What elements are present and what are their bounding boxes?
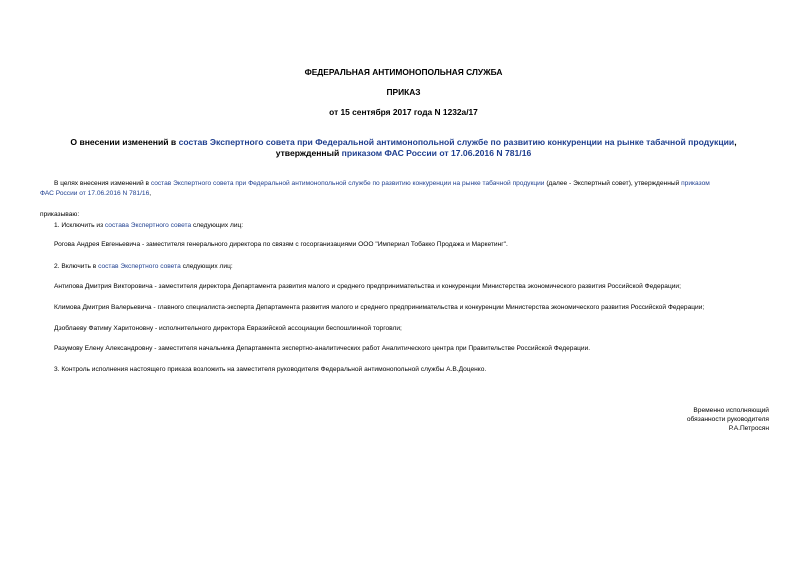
intro-order-link[interactable]: приказом bbox=[681, 180, 710, 187]
include-person-3: Дзоблаеву Фатиму Харитоновну - исполнительного директора Евразийской ассоциации беспошлинной торговли; bbox=[54, 325, 402, 332]
signature-name: Р.А.Петросян bbox=[728, 425, 769, 432]
document-date-number: от 15 сентября 2017 года N 1232а/17 bbox=[329, 107, 478, 117]
item1-council-link[interactable]: состава Экспертного совета bbox=[104, 222, 192, 229]
include-person-2: Климова Дмитрия Валерьевича - главного специалиста-эксперта Департамента развития малого и среднего предпринимательства и конкуренции Министерства экономического развития Российской Федерации; bbox=[54, 304, 705, 311]
orders-word: приказываю: bbox=[40, 211, 80, 218]
document-type: ПРИКАЗ bbox=[386, 87, 421, 97]
intro-paragraph: В целях внесения изменений в состав Экспертного совета при Федеральной антимонопольной службе по развитию конкуренции на рынке табачной продукции (далее - Экспертный совет), утвержденный приказом bbox=[54, 180, 710, 187]
intro-council-link[interactable]: состав Экспертного совета при Федеральной антимонопольной службе по развитию конкуренции на рынке табачной продукции bbox=[150, 180, 545, 187]
item2-council-link[interactable]: состав Экспертного совета bbox=[98, 263, 181, 270]
item-2: 2. Включить в состав Экспертного совета следующих лиц: bbox=[54, 263, 233, 270]
signature-block bbox=[569, 406, 769, 433]
council-composition-link[interactable]: состав Экспертного совета при Федеральной антимонопольной службе по развитию конкуренции на рынке табачной продукции bbox=[178, 137, 735, 147]
signature-line-1: Временно исполняющий bbox=[693, 407, 769, 414]
title-line-1: О внесении изменений в состав Экспертного совета при Федеральной антимонопольной службе по развитию конкуренции на рынке табачной продукции, bbox=[70, 137, 737, 147]
intro-paragraph-cont: ФАС России от 17.06.2016 N 781/16, bbox=[40, 190, 152, 197]
intro-order-link-cont[interactable]: ФАС России от 17.06.2016 N 781/16 bbox=[40, 190, 150, 197]
item-3: 3. Контроль исполнения настоящего приказа возложить на заместителя руководителя Федеральной антимонопольной службы А.В.Доценко. bbox=[54, 366, 487, 373]
include-person-1: Антипова Дмитрия Викторовича - заместителя директора Департамента развития малого и среднего предпринимательства и конкуренции Министерства экономического развития Российской Федерации; bbox=[54, 283, 681, 290]
order-781-link[interactable]: приказом ФАС России от 17.06.2016 N 781/16 bbox=[341, 148, 532, 158]
item-1: 1. Исключить из состава Экспертного совета следующих лиц: bbox=[54, 222, 244, 229]
exclude-person-1: Рогова Андрея Евгеньевича - заместителя генерального директора по связям с госорганизациями ООО "Империал Тобакко Продажа и Маркетинг". bbox=[54, 241, 508, 248]
signature-line-2: обязанности руководителя bbox=[686, 416, 769, 423]
agency-name: ФЕДЕРАЛЬНАЯ АНТИМОНОПОЛЬНАЯ СЛУЖБА bbox=[304, 67, 503, 77]
title-line-2: утвержденный приказом ФАС России от 17.06.2016 N 781/16 bbox=[275, 148, 532, 158]
document-title bbox=[40, 137, 767, 159]
include-person-4: Разумову Елену Александровну - заместителя начальника Департамента экспертно-аналитических работ Аналитического центра при Правительстве Российской Федерации. bbox=[54, 345, 591, 352]
